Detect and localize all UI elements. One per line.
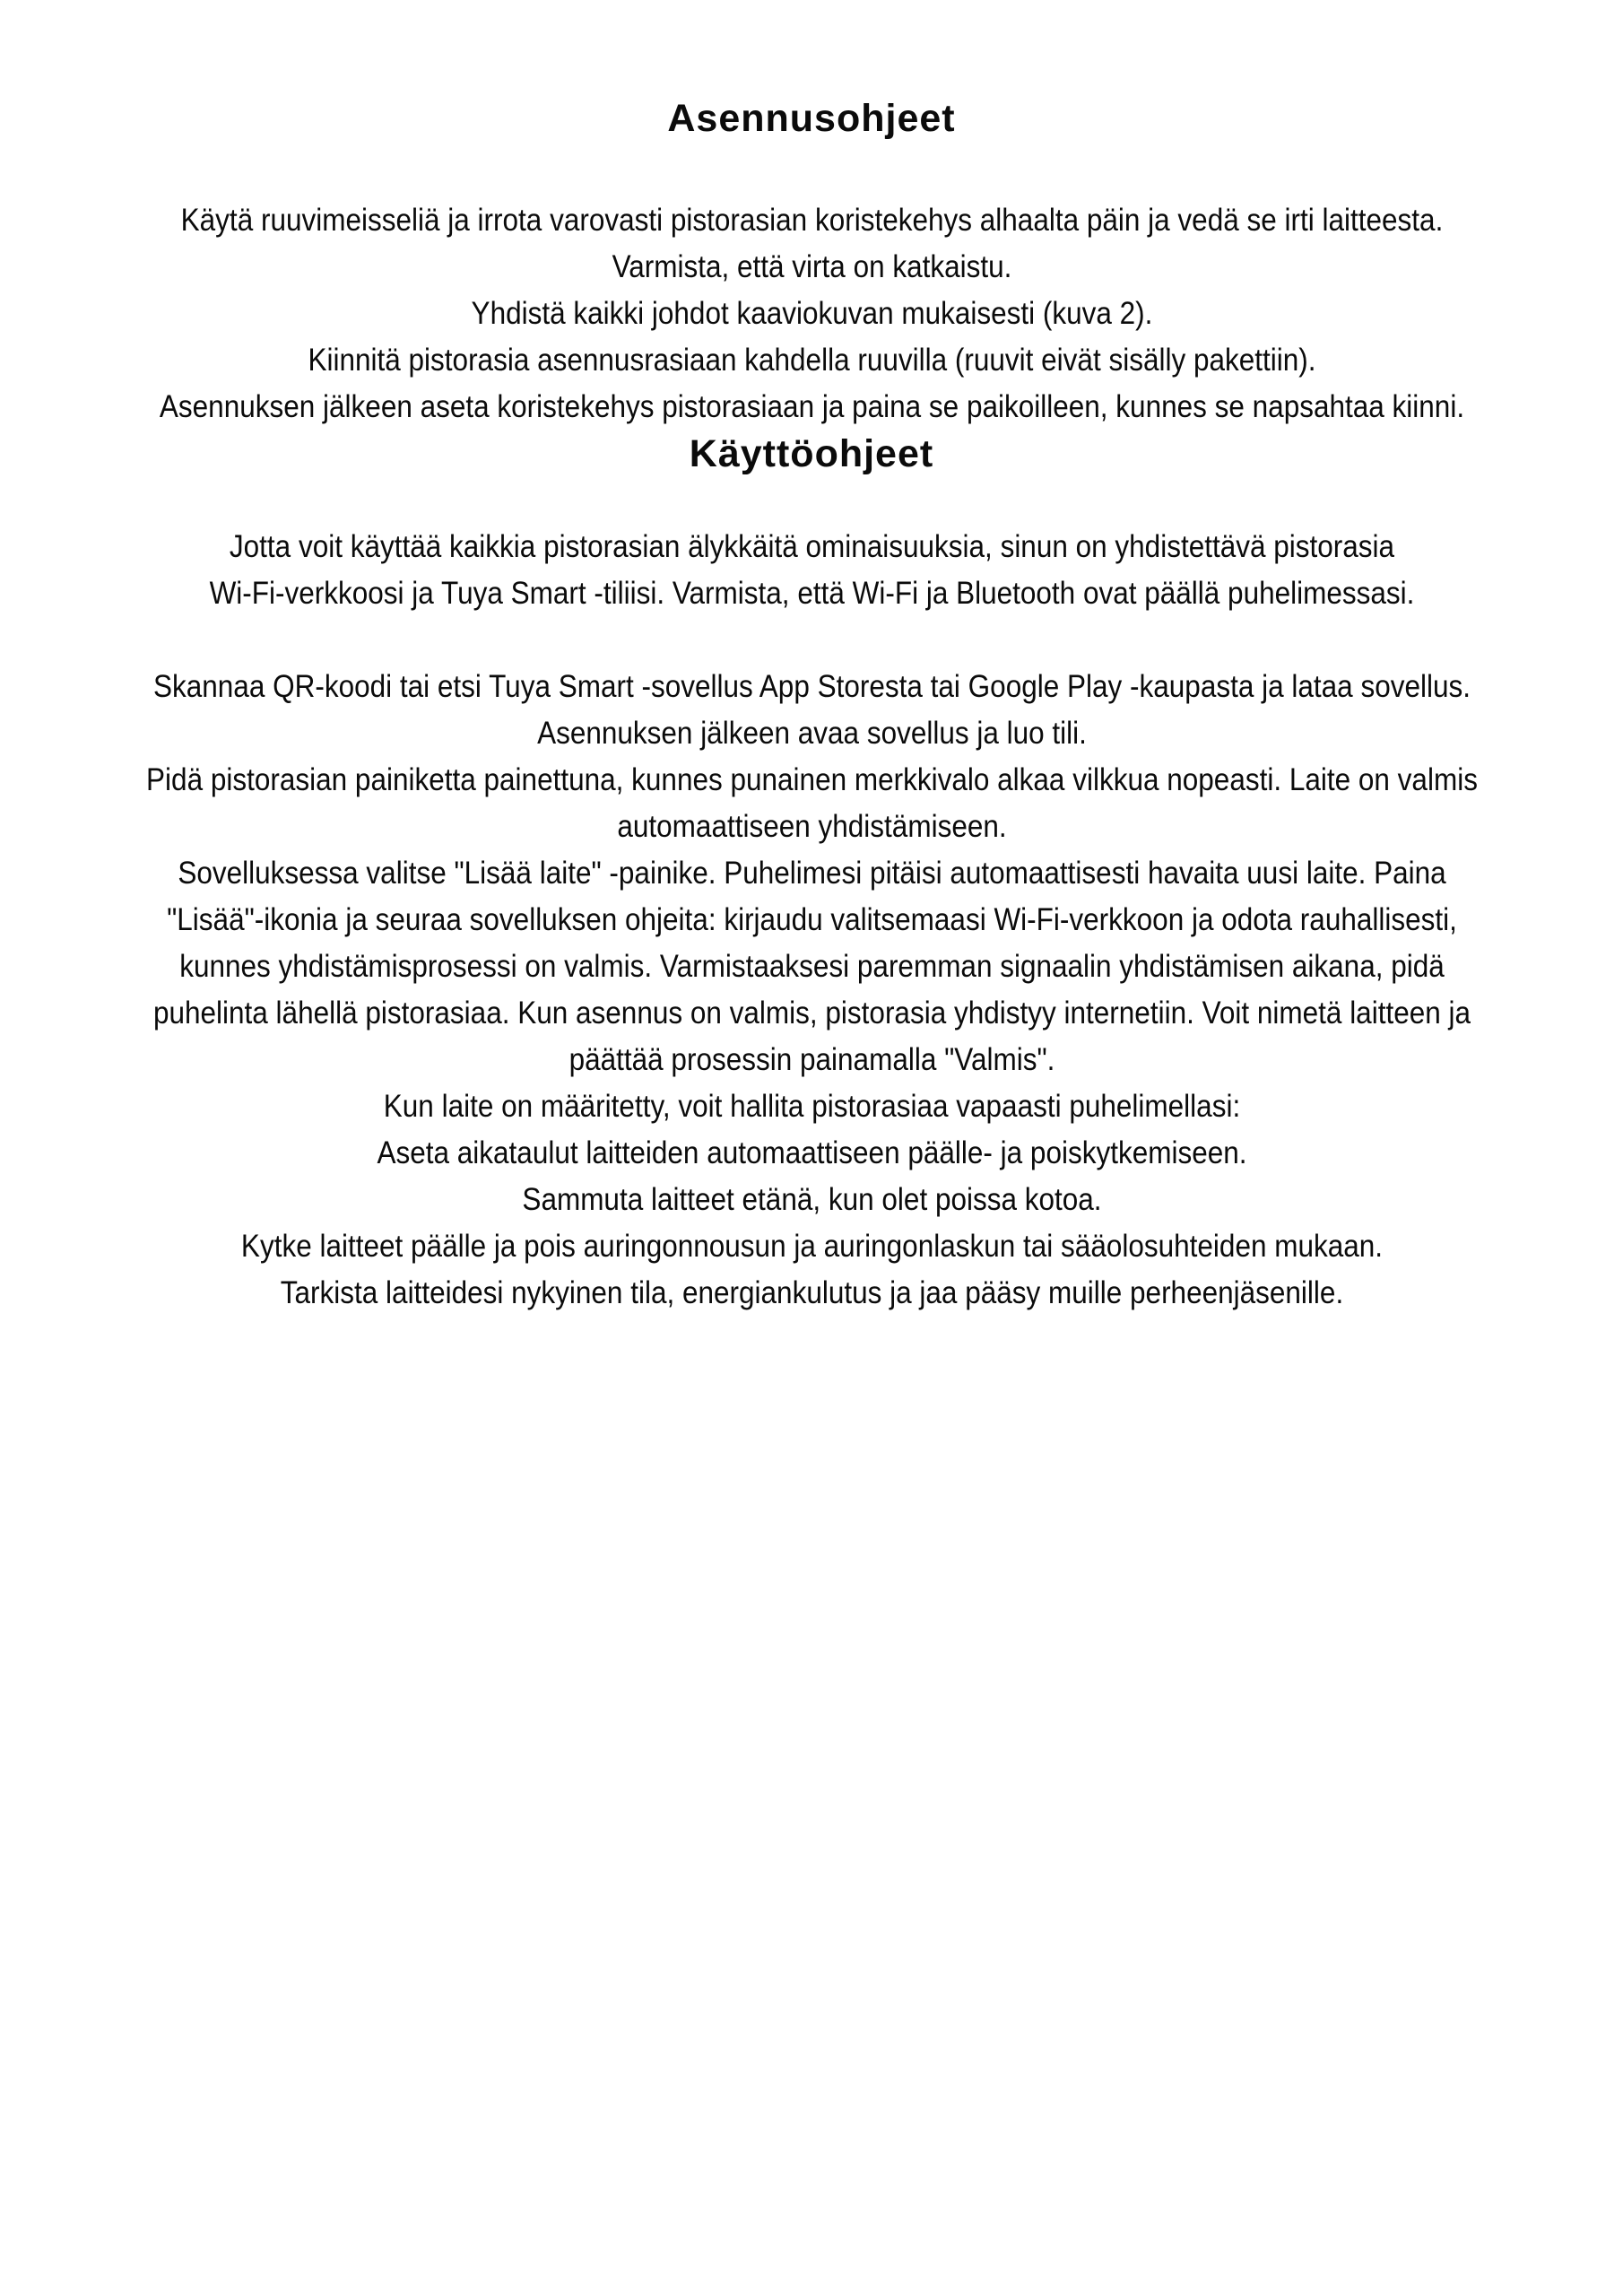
instruction-line: Kytke laitteet päälle ja pois auringonnousun ja auringonlaskun tai sääolosuhteiden mukaan. [240, 1229, 1384, 1264]
instruction-line: automaattiseen yhdistämiseen. [617, 809, 1007, 844]
instruction-line: Käytä ruuvimeisseliä ja irrota varovasti pistorasian koristekehys alhaalta päin ja vedä se irti laitteesta. [180, 203, 1444, 238]
instruction-line: kunnes yhdistämisprosessi on valmis. Varmistaaksesi paremman signaalin yhdistämisen aikana, pidä [179, 949, 1445, 984]
instruction-line: Pidä pistorasian painiketta painettuna, kunnes punainen merkkivalo alkaa vilkkua nopeasti. Laite on valmis [146, 762, 1478, 797]
vertical-gap [0, 617, 1623, 664]
instruction-line: "Lisää"-ikonia ja seuraa sovelluksen ohjeita: kirjaudu valitsemaasi Wi-Fi-verkkoon ja odota rauhallisesti, [167, 902, 1457, 937]
instruction-line: Tarkista laitteidesi nykyinen tila, energiankulutus ja jaa pääsy muille perheenjäsenille. [280, 1275, 1344, 1310]
instruction-line: Asennuksen jälkeen avaa sovellus ja luo tili. [537, 716, 1087, 751]
instruction-line: Asennuksen jälkeen aseta koristekehys pistorasiaan ja paina se paikoilleen, kunnes se napsahtaa kiinni. [159, 389, 1465, 424]
vertical-gap [0, 477, 1623, 524]
instruction-line: puhelinta lähellä pistorasiaa. Kun asennus on valmis, pistorasia yhdistyy internetiin. Voit nimetä laitteen ja [152, 996, 1471, 1031]
instruction-line: Wi-Fi-verkkoosi ja Tuya Smart -tiliisi. Varmista, että Wi-Fi ja Bluetooth ovat päällä puhelimessasi. [209, 576, 1415, 611]
usage-body-paragraph [1, 664, 1623, 1317]
section-heading-installation: Asennusohjeet [667, 97, 956, 140]
section-heading-usage: Käyttöohjeet [689, 432, 934, 475]
instruction-line: Sammuta laitteet etänä, kun olet poissa kotoa. [522, 1182, 1102, 1217]
vertical-gap [0, 142, 1623, 197]
instruction-line: Aseta aikataulut laitteiden automaattiseen päälle- ja poiskytkemiseen. [377, 1135, 1247, 1170]
instruction-line: päättää prosessin painamalla "Valmis". [568, 1042, 1055, 1077]
usage-intro-paragraph [1, 524, 1623, 617]
instruction-line: Skannaa QR-koodi tai etsi Tuya Smart -sovellus App Storesta tai Google Play -kaupasta ja lataa sovellus. [152, 669, 1471, 704]
instruction-line: Varmista, että virta on katkaistu. [612, 249, 1012, 284]
instruction-line: Sovelluksessa valitse "Lisää laite" -painike. Puhelimesi pitäisi automaattisesti havaita uusi laite. Paina [178, 856, 1446, 891]
installation-instructions [1, 197, 1623, 430]
instruction-line: Kiinnitä pistorasia asennusrasiaan kahdella ruuvilla (ruuvit eivät sisälly pakettiin). [308, 343, 1316, 378]
instruction-line: Yhdistä kaikki johdot kaaviokuvan mukaisesti (kuva 2). [471, 296, 1153, 331]
instruction-line: Jotta voit käyttää kaikkia pistorasian älykkäitä ominaisuuksia, sinun on yhdistettävä pistorasia [229, 529, 1395, 564]
instruction-line: Kun laite on määritetty, voit hallita pistorasiaa vapaasti puhelimellasi: [383, 1089, 1241, 1124]
